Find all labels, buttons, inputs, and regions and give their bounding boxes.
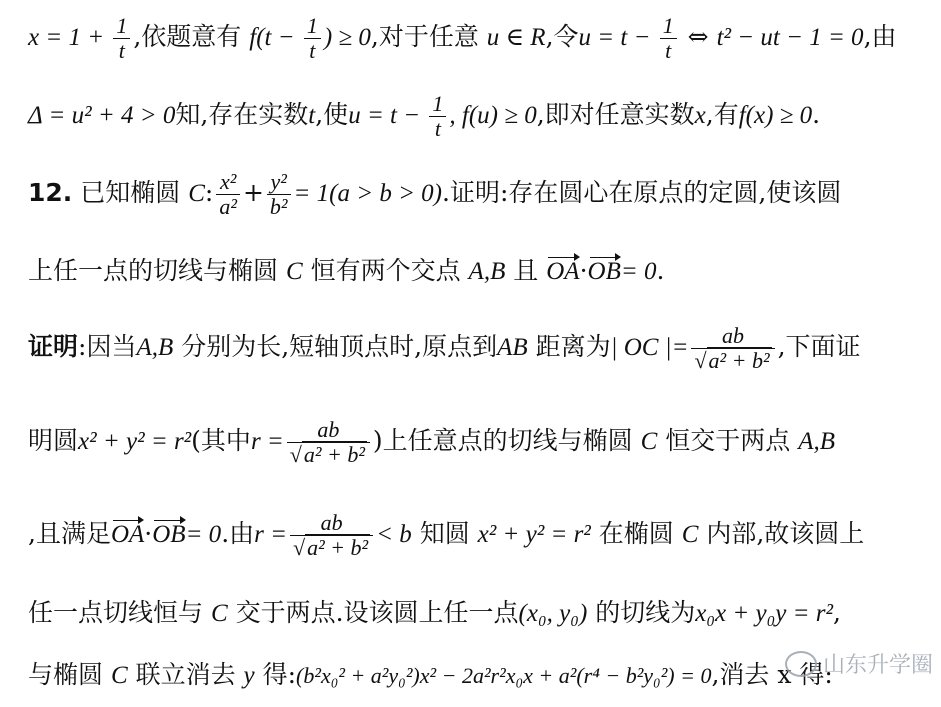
frac-den: √a² + b²	[691, 348, 774, 373]
math-AB: A,B	[468, 258, 506, 285]
text: 联立消去	[127, 660, 244, 689]
text: .由	[221, 519, 255, 548]
math-r-eq: r =	[254, 521, 287, 548]
math-t: t	[308, 102, 316, 129]
math-C: C	[285, 258, 303, 285]
text: ,有	[705, 100, 739, 129]
text: )上任意点的切线与椭圆	[372, 426, 641, 455]
wechat-icon	[785, 651, 817, 677]
math-eq-zero: = 0	[185, 521, 222, 548]
frac-num: ab	[320, 510, 343, 535]
text: 上任一点的切线与椭圆	[28, 256, 286, 285]
watermark	[785, 648, 933, 679]
proof-label: 证明	[28, 332, 79, 361]
fraction	[429, 92, 446, 141]
text: 与椭圆	[28, 660, 111, 689]
math-AB: A,B	[798, 428, 836, 455]
text: 恒交于两点	[657, 426, 799, 455]
frac-den: √a² + b²	[287, 442, 370, 467]
line-5	[28, 324, 931, 373]
fraction	[290, 511, 373, 560]
math-OC: | OC |=	[610, 334, 689, 361]
frac-num: 1	[662, 13, 674, 38]
math-AB: AB	[497, 334, 528, 361]
text: ,由	[863, 22, 897, 51]
text: ,且满足	[28, 519, 111, 548]
plus: +	[242, 178, 264, 207]
math-lt-b: < b	[376, 521, 412, 548]
text: ,下面证	[777, 332, 861, 361]
math-f-expr: f(t −	[249, 24, 301, 51]
frac-den: t	[113, 38, 130, 63]
text: (其中	[191, 426, 251, 455]
text: ,消去 x 得:	[711, 660, 833, 689]
frac-num: y²	[270, 169, 287, 194]
math-point: (x₀, y₀)	[518, 600, 588, 627]
line-3	[28, 170, 931, 219]
text: .	[656, 256, 665, 285]
frac-den: t	[304, 38, 321, 63]
math-delta: Δ = u² + 4 > 0	[28, 102, 176, 129]
math-fu: , f(u) ≥ 0	[449, 102, 537, 129]
text: 在椭圆	[590, 519, 682, 548]
vector-OB: OB	[588, 255, 621, 289]
problem-number: 12.	[28, 178, 73, 207]
math-quadratic: t² − ut − 1 = 0	[716, 24, 864, 51]
math-C: C	[640, 428, 658, 455]
text: 距离为	[527, 332, 611, 361]
math-u-in-r: u ∈ R	[486, 24, 546, 51]
text: 且	[505, 256, 547, 285]
math-C: C	[110, 662, 128, 689]
frac-num: 1	[306, 13, 318, 38]
frac-den: a²	[216, 194, 240, 219]
text: :因当	[78, 332, 137, 361]
line-1	[28, 14, 931, 63]
text: ,即对任意实数	[536, 100, 695, 129]
text: 任一点切线恒与	[28, 598, 211, 627]
watermark-text: 山东升学圈	[822, 653, 933, 678]
text: ,	[832, 598, 841, 627]
dot: ·	[579, 256, 588, 285]
frac-num: 1	[116, 13, 128, 38]
text: ,对于任意	[370, 22, 479, 51]
iff-symbol: ⇔	[679, 22, 717, 51]
frac-num: x²	[219, 169, 237, 194]
math-u-eq: u = t −	[348, 102, 427, 129]
frac-num: ab	[317, 417, 340, 442]
math-f-expr-end: ) ≥ 0	[323, 24, 371, 51]
math-C: C	[681, 521, 699, 548]
text: 知,存在实数	[175, 100, 309, 129]
radicand: a² + b²	[307, 535, 369, 560]
math-circle: x² + y² = r²	[78, 428, 192, 455]
text: 内部,故该圆上	[698, 519, 865, 548]
math-fx: f(x) ≥ 0	[738, 102, 813, 129]
text: ,令	[545, 22, 579, 51]
frac-num: ab	[722, 323, 745, 348]
math-tangent: x₀x + y₀y = r²	[695, 600, 833, 627]
math-x-eq: x = 1 +	[28, 24, 111, 51]
vector-OB: OB	[152, 518, 185, 552]
text: 明圆	[28, 426, 79, 455]
math-circle: x² + y² = r²	[477, 521, 591, 548]
frac-den: b²	[267, 194, 291, 219]
fraction	[304, 14, 321, 63]
text: ,依题意有	[133, 22, 242, 51]
fraction	[216, 170, 240, 219]
math-y: y	[243, 662, 255, 689]
text: .	[812, 100, 821, 129]
math-r-eq: r =	[250, 428, 284, 455]
fraction	[691, 324, 774, 373]
text: 分别为长,短轴顶点时,原点到	[173, 332, 498, 361]
line-2	[28, 92, 931, 141]
vector-OA: OA	[546, 255, 579, 289]
math-u-eq: u = t −	[578, 24, 657, 51]
math-x: x	[694, 102, 706, 129]
frac-num: 1	[432, 91, 444, 116]
text: 已知椭圆	[72, 178, 189, 207]
text: 交于两点.设该圆上任一点	[227, 598, 519, 627]
frac-den: t	[660, 38, 677, 63]
text: .证明:存在圆心在原点的定圆,使该圆	[442, 178, 842, 207]
text: 恒有两个交点	[302, 256, 469, 285]
fraction	[267, 170, 291, 219]
text: 得:	[254, 660, 297, 689]
text: 的切线为	[587, 598, 696, 627]
vector-OA: OA	[111, 518, 144, 552]
line-6	[28, 418, 931, 467]
line-4	[28, 254, 931, 289]
math-C: C	[210, 600, 228, 627]
fraction	[287, 418, 370, 467]
dot: ·	[144, 519, 153, 548]
fraction	[113, 14, 130, 63]
math-rhs: = 1(a > b > 0)	[293, 180, 443, 207]
math-equation: (b²x₀² + a²y₀²)x² − 2a²r²x₀x + a²(r⁴ − b²y₀²) = 0	[296, 663, 712, 688]
radicand: a² + b²	[708, 348, 770, 373]
text: :	[204, 178, 214, 207]
line-7	[28, 511, 931, 560]
line-8	[28, 596, 931, 631]
math-C: C	[188, 180, 205, 207]
math-eq-zero: = 0	[620, 258, 657, 285]
math-AB: A,B	[136, 334, 174, 361]
text: ,使	[315, 100, 349, 129]
text: 知圆	[411, 519, 478, 548]
fraction	[660, 14, 677, 63]
radicand: a² + b²	[303, 442, 365, 467]
frac-den: √a² + b²	[290, 535, 373, 560]
frac-den: t	[429, 116, 446, 141]
